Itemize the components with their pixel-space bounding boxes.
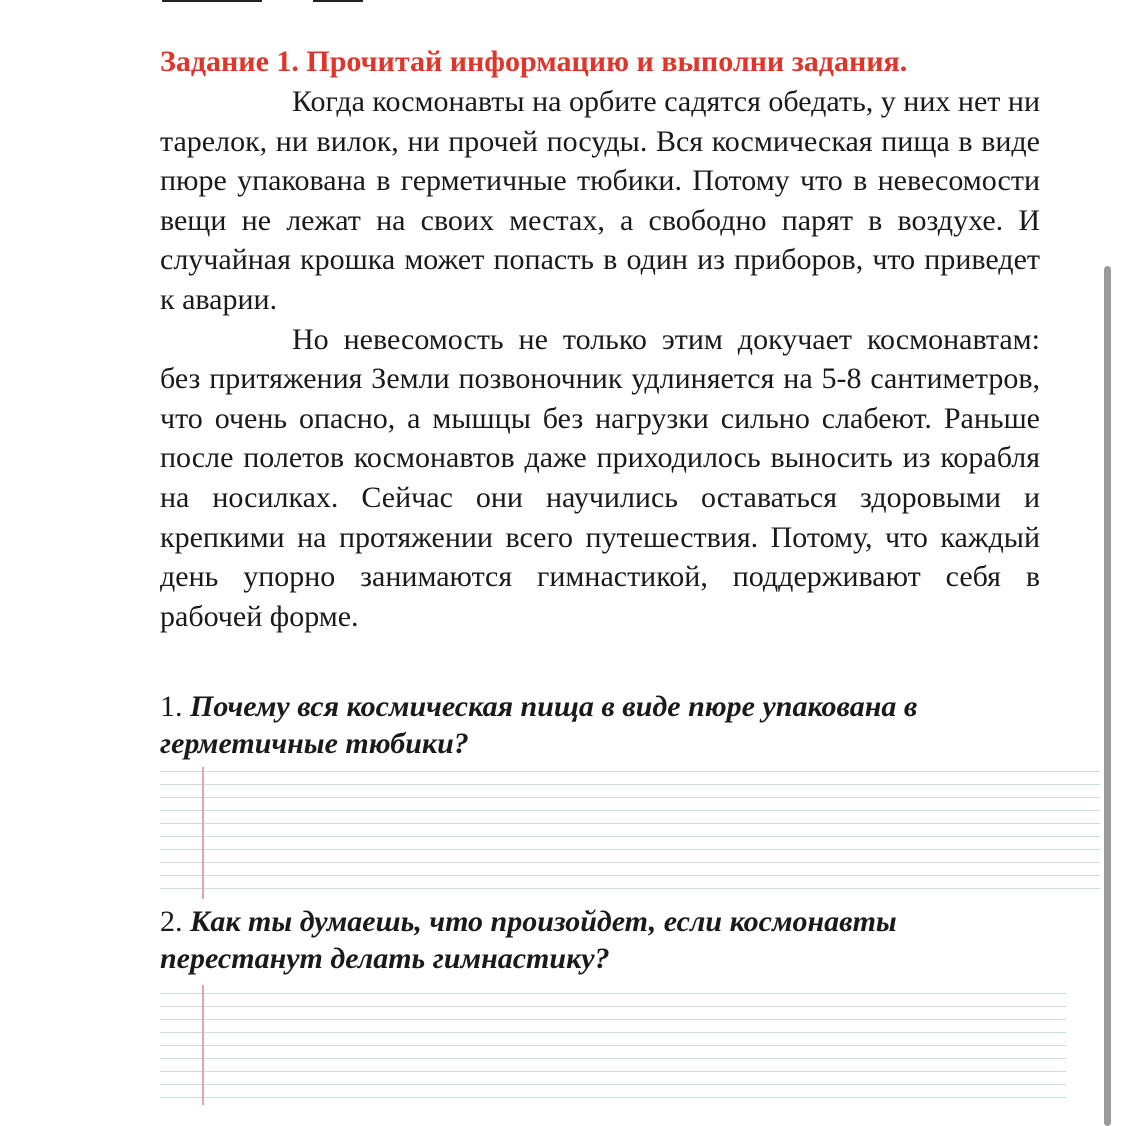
answer-line <box>160 797 1100 798</box>
worksheet-page <box>160 42 1040 1105</box>
answer-area-1[interactable] <box>160 767 1100 899</box>
answer-line <box>160 1006 1066 1007</box>
top-underline-2 <box>313 0 363 2</box>
answer-line <box>160 875 1100 876</box>
question-2 <box>160 903 1040 977</box>
answer-line <box>160 1019 1066 1020</box>
answer-line <box>160 823 1100 824</box>
answer-line <box>160 1045 1066 1046</box>
question-2-text: Как ты думаешь, что произойдет, если космонавты перестанут делать гимнастику? <box>160 905 897 976</box>
answer-line <box>160 771 1100 772</box>
answer-line <box>160 993 1066 994</box>
question-1 <box>160 688 1040 762</box>
answer-margin-line <box>202 985 204 1105</box>
top-underline-1 <box>162 0 262 2</box>
answer-line <box>160 1032 1066 1033</box>
question-1-text: Почему вся космическая пища в виде пюре упакована в герметичные тюбики? <box>160 690 918 761</box>
answer-line <box>160 888 1100 889</box>
answer-margin-line <box>202 767 204 899</box>
task-title: Задание 1. Прочитай информацию и выполни задания. <box>160 45 908 78</box>
paragraph-1: Когда космонавты на орбите садятся обедать, у них нет ни тарелок, ни вилок, ни прочей посуды. Вся космическая пища в виде пюре упакована в герметичные тюбики. Потому что в невесомости вещи не лежат на своих местах, а свободно парят в воздухе. И случайная крошка может попасть в один из приборов, что приведет к аварии. <box>160 85 1040 316</box>
answer-line <box>160 1071 1066 1072</box>
scrollbar[interactable] <box>1104 266 1111 1126</box>
answer-line <box>160 849 1100 850</box>
answer-line <box>160 1058 1066 1059</box>
paragraph-2: Но невесомость не только этим докучает космонавтам: без притяжения Земли позвоночник удлиняется на 5-8 сантиметров, что очень опасно, а мышцы без нагрузки сильно слабеют. Раньше после полетов космонавтов даже приходилось выносить из корабля на носилках. Сейчас они научились оставаться здоровыми и крепкими на протяжении всего путешествия. Потому, что каждый день упорно занимаются гимнастикой, поддерживают себя в рабочей форме. <box>160 322 1040 633</box>
answer-line <box>160 1084 1066 1085</box>
answer-area-2[interactable] <box>160 985 1100 1105</box>
question-1-number: 1. <box>160 690 183 724</box>
answer-line <box>160 1097 1066 1098</box>
answer-line <box>160 836 1100 837</box>
question-2-number: 2. <box>160 905 183 939</box>
answer-line <box>160 784 1100 785</box>
answer-line <box>160 862 1100 863</box>
answer-line <box>160 810 1100 811</box>
